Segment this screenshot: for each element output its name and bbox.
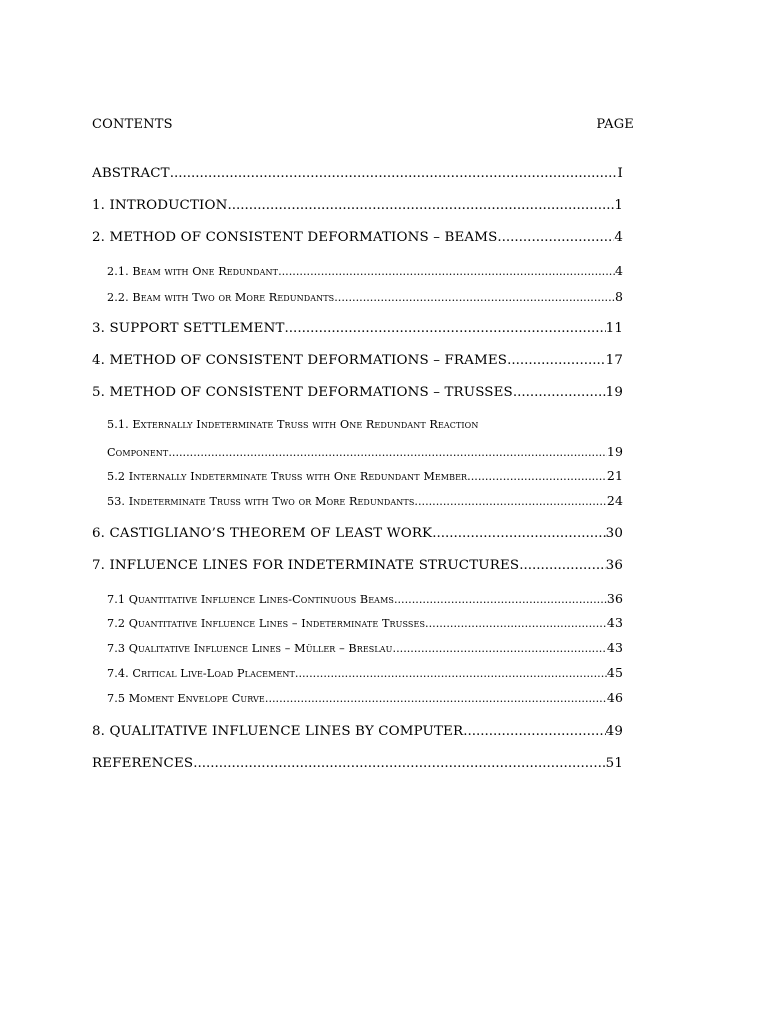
dot-leader [497, 230, 614, 245]
toc-entry-title: REFERENCES [92, 756, 194, 771]
toc-entry-page: 43 [606, 615, 623, 630]
toc-entry-influence-lines[interactable] [92, 558, 623, 578]
toc-entry-title: 5. METHOD OF CONSİSTENT DEFORMATIONS – TRUSSES [92, 385, 513, 400]
toc-entry-page: 19 [606, 444, 623, 459]
dot-leader [278, 265, 615, 278]
toc-entry-title: 7.2 Quantitative Influence Lines – Indeterminate Trusses [107, 617, 426, 630]
toc-entry-title: 7.1 Quantitative Influence Lines-Continuous Beams [107, 593, 394, 606]
toc-subentry-7-1[interactable] [107, 591, 623, 611]
toc-entry-page: 17 [605, 353, 623, 368]
toc-entry-title: 7. INFLUENCE LINES FOR INDETERMINATE STRUCTURES [92, 558, 520, 573]
toc-entry-page: 11 [605, 321, 623, 336]
toc-entry-title: 2.2. Beam with Two or More Redundants [107, 291, 335, 304]
dot-leader [519, 558, 605, 573]
toc-subentry-2-1[interactable] [107, 263, 623, 283]
toc-entry-page: 46 [606, 690, 623, 705]
toc-entry-title: 3. SUPPORT SETTLEMENT [92, 321, 285, 336]
toc-entry-title: 7.5 Moment Envelope Curve [107, 692, 265, 705]
toc-entry-title: 7.4. Critical Live-Load Placement [107, 667, 295, 680]
toc-subentry-5-2[interactable] [107, 468, 623, 488]
toc-entry-title: 5.1. Externally Indeterminate Truss with One Redundant Reaction [107, 418, 479, 431]
dot-leader [168, 446, 607, 459]
toc-entry-page: 45 [606, 665, 623, 680]
toc-entry-trusses[interactable] [92, 385, 623, 405]
toc-entry-title: 5.2 Internally Indeterminate Truss with One Redundant Member [107, 470, 468, 483]
toc-entry-page: 21 [606, 468, 623, 483]
toc-entry-page: 19 [605, 385, 623, 400]
dot-leader [193, 756, 605, 771]
toc-entry-page: 43 [606, 640, 623, 655]
dot-leader [265, 692, 607, 705]
toc-entry-page: 1 [614, 198, 623, 213]
toc-entry-beams[interactable] [92, 230, 623, 250]
toc-subentry-7-3[interactable] [107, 640, 623, 660]
dot-leader [170, 166, 618, 181]
dot-leader [285, 321, 606, 336]
dot-leader [227, 198, 614, 213]
toc-entry-title: 2.1. Beam with One Redundant [107, 265, 279, 278]
toc-entry-introduction[interactable] [92, 198, 623, 218]
toc-entry-title: 1. INTRODUCTION [92, 198, 228, 213]
toc-entry-frames[interactable] [92, 353, 623, 373]
page-heading: PAGE [596, 117, 634, 132]
toc-subentry-5-1[interactable] [107, 444, 623, 464]
toc-entry-page: 36 [605, 558, 623, 573]
toc-entry-title: 4. METHOD OF CONSISTENT DEFORMATIONS – FRAMES [92, 353, 508, 368]
toc-entry-page: 51 [605, 756, 623, 771]
contents-heading: CONTENTS [92, 117, 173, 132]
toc-entry-page: I [617, 166, 623, 181]
toc-header [92, 117, 634, 137]
toc-entry-page: 30 [605, 526, 623, 541]
toc-entry-title: 7.3 Qualitative Influence Lines – Müller – Breslau [107, 642, 393, 655]
toc-entry-page: 24 [606, 493, 623, 508]
dot-leader [467, 470, 607, 483]
toc-entry-title: 53. Indeterminate Truss with Two or More Redundants [107, 495, 415, 508]
toc-entry-page: 36 [606, 591, 623, 606]
toc-subentry-7-2[interactable] [107, 615, 623, 635]
toc-entry-castigliano[interactable] [92, 526, 623, 546]
dot-leader [393, 642, 607, 655]
dot-leader [414, 495, 606, 508]
toc-entry-references[interactable] [92, 756, 623, 776]
toc-subentry-7-4[interactable] [107, 665, 623, 685]
toc-entry-qualitative-computer[interactable] [92, 724, 623, 744]
toc-subentry-5-3[interactable] [107, 493, 623, 513]
toc-entry-title: ABSTRACT [92, 166, 170, 181]
toc-subentry-5-1-first-line[interactable] [107, 418, 623, 438]
dot-leader [394, 593, 607, 606]
toc-entry-page: 4 [614, 230, 623, 245]
toc-entry-page: 8 [614, 289, 623, 304]
toc-entry-title: 6. CASTIGLIANO’S THEOREM OF LEAST WORK [92, 526, 433, 541]
dot-leader [432, 526, 605, 541]
toc-entry-page: 4 [614, 263, 623, 278]
dot-leader [425, 617, 607, 630]
dot-leader [507, 353, 606, 368]
toc-entry-support-settlement[interactable] [92, 321, 623, 341]
dot-leader [295, 667, 607, 680]
toc-entry-title: 2. METHOD OF CONSISTENT DEFORMATIONS – BEAMS [92, 230, 498, 245]
toc-entry-abstract[interactable] [92, 166, 623, 186]
toc-subentry-7-5[interactable] [107, 690, 623, 710]
dot-leader [513, 385, 606, 400]
toc-entry-title: 8. QUALITATIVE INFLUENCE LINES BY COMPUTER [92, 724, 464, 739]
dot-leader [334, 291, 615, 304]
toc-subentry-2-2[interactable] [107, 289, 623, 309]
dot-leader [463, 724, 605, 739]
toc-entry-title-continuation: Component [107, 446, 169, 459]
toc-entry-page: 49 [605, 724, 623, 739]
